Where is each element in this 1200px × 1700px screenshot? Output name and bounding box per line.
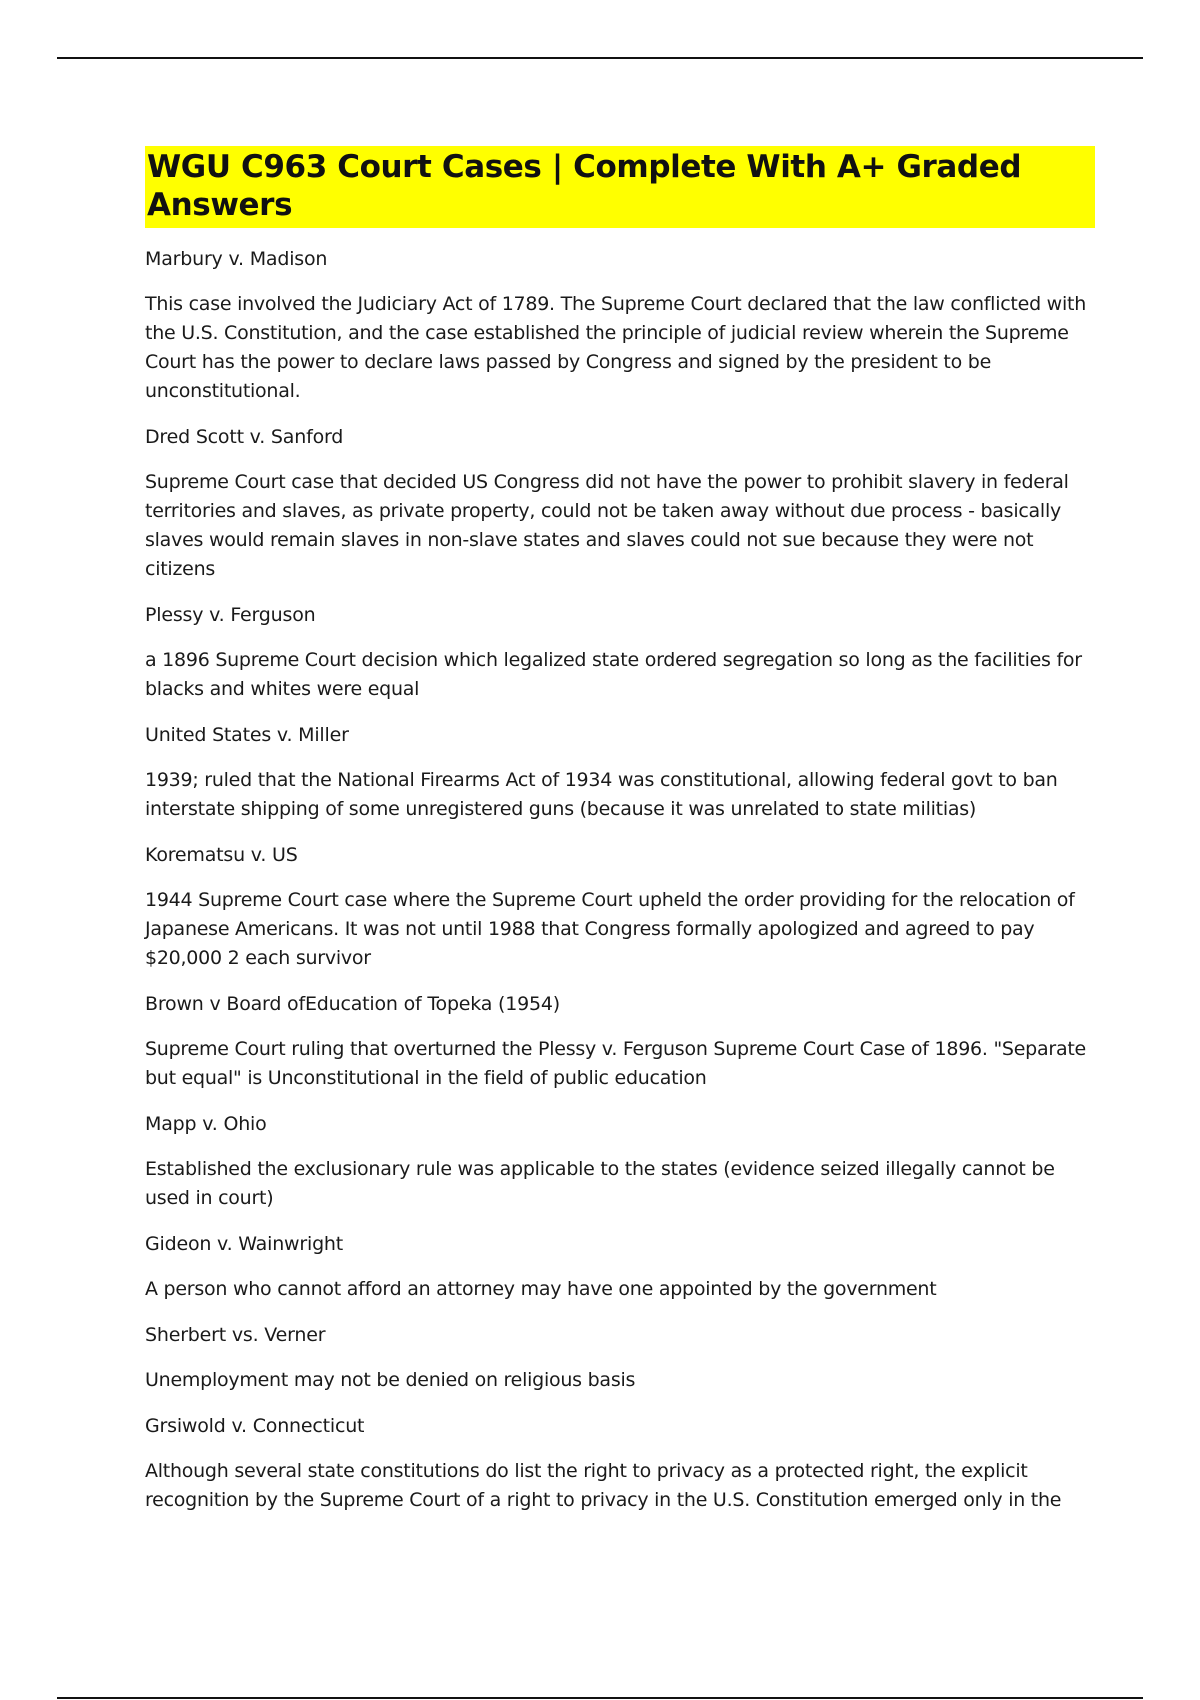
case-name: Korematsu v. US bbox=[145, 844, 298, 866]
case-name: Dred Scott v. Sanford bbox=[145, 426, 344, 448]
case-description: Supreme Court case that decided US Congress did not have the power to prohibit slavery in federal territories and slaves, as private property, could not be taken away without due process - basically slaves would remain slaves in non-slave states and slaves could not sue because they were not citizens bbox=[145, 471, 1069, 580]
case-description: Established the exclusionary rule was applicable to the states (evidence seized illegally cannot be used in court) bbox=[145, 1158, 1055, 1209]
case-description: Supreme Court ruling that overturned the Plessy v. Ferguson Supreme Court Case of 1896. "Separate but equal" is Unconstitutional in the field of public education bbox=[145, 1038, 1086, 1089]
court-case-list bbox=[145, 245, 1095, 1515]
case-name: Marbury v. Madison bbox=[145, 248, 328, 270]
case-name: Grsiwold v. Connecticut bbox=[145, 1415, 365, 1437]
case-name: United States v. Miller bbox=[145, 724, 349, 746]
case-description: a 1896 Supreme Court decision which legalized state ordered segregation so long as the facilities for blacks and whites were equal bbox=[145, 649, 1082, 700]
case-name: Gideon v. Wainwright bbox=[145, 1233, 344, 1255]
case-description: Unemployment may not be denied on religious basis bbox=[145, 1369, 636, 1391]
case-name: Sherbert vs. Verner bbox=[145, 1324, 326, 1346]
case-description: This case involved the Judiciary Act of 1789. The Supreme Court declared that the law conflicted with the U.S. Constitution, and the case established the principle of judicial review wherein the Supreme Court has the power to declare laws passed by Congress and signed by the president to be unconstitutional. bbox=[145, 293, 1086, 402]
case-name: Plessy v. Ferguson bbox=[145, 604, 316, 626]
case-description: 1939; ruled that the National Firearms Act of 1934 was constitutional, allowing federal govt to ban interstate shipping of some unregistered guns (because it was unrelated to state militias) bbox=[145, 769, 1058, 820]
bottom-rule bbox=[57, 1697, 1143, 1699]
case-name: Brown v Board ofEducation of Topeka (1954) bbox=[145, 993, 561, 1015]
top-rule bbox=[57, 57, 1143, 59]
case-description: A person who cannot afford an attorney may have one appointed by the government bbox=[145, 1278, 937, 1300]
case-name: Mapp v. Ohio bbox=[145, 1113, 267, 1135]
case-description: 1944 Supreme Court case where the Supreme Court upheld the order providing for the relocation of Japanese Americans. It was not until 1988 that Congress formally apologized and agreed to pay $20,000 2 each survivor bbox=[145, 889, 1075, 969]
document-body bbox=[145, 146, 1095, 1532]
document-title: WGU C963 Court Cases | Complete With A+ Graded Answers bbox=[145, 146, 1095, 228]
case-description: Although several state constitutions do list the right to privacy as a protected right, the explicit recognition by the Supreme Court of a right to privacy in the U.S. Constitution emerged only in the bbox=[145, 1460, 1062, 1511]
